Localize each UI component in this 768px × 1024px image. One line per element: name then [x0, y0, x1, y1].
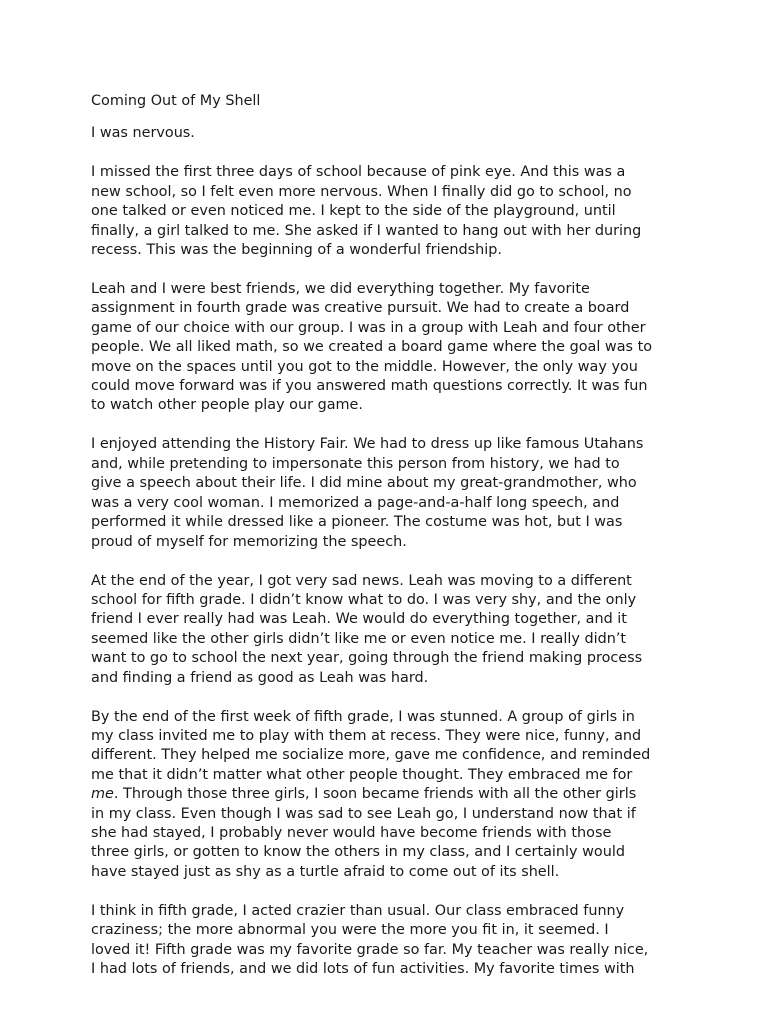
paragraph-5: At the end of the year, I got very sad news. Leah was moving to a different school for fifth grade. I didn’t know what to do. I was very shy, and the only friend I ever really had was Leah. We would do everything together, and it seemed like the other girls didn’t like me or even notice me. I really didn’t want to go to school the next year, going through the friend making process and finding a friend as good as Leah was hard.	[91, 572, 643, 686]
paragraph-6-emphasis: me	[91, 786, 114, 803]
paragraph-6-before: By the end of the first week of fifth grade, I was stunned. A group of girls in my class invited me to play with them at recess. They were nice, funny, and different. They helped me socialize more, gave me confidence, and reminded me that it didn’t matter what other people thought. They embraced me for	[91, 708, 651, 783]
paragraph-7: I think in fifth grade, I acted crazier than usual. Our class embraced funny craziness; the more abnormal you were the more you fit in, it seemed. I loved it! Fifth grade was my favorite grade so far. My teacher was really nice, I had lots of friends, and we did lots of fun activities. My favorite times with	[91, 902, 649, 977]
paragraph-1: I was nervous.	[91, 125, 195, 142]
document-title: Coming Out of My Shell	[91, 93, 261, 109]
paragraph-2: I missed the first three days of school because of pink eye. And this was a new school, so I felt even more nervous. When I finally did go to school, no one talked or even noticed me. I kept to the side of the playground, until finally, a girl talked to me. She asked if I wanted to hang out with her during recess. This was the beginning of a wonderful friendship.	[91, 164, 642, 259]
paragraph-6	[91, 708, 681, 883]
document-body	[91, 92, 681, 999]
paragraph-3: Leah and I were best friends, we did everything together. My favorite assignment in fourth grade was creative pursuit. We had to create a board game of our choice with our group. I was in a group with Leah and four other people. We all liked math, so we created a board game where the goal was to move on the spaces until you got to the middle. However, the only way you could move forward was if you answered math questions correctly. It was fun to watch other people play our game.	[91, 281, 653, 414]
paragraph-6-after: . Through those three girls, I soon became friends with all the other girls in my class. Even though I was sad to see Leah go, I understand now that if she had stayed, I probably never would have become friends with those three girls, or gotten to know the others in my class, and I certainly would have stayed just as shy as a turtle afraid to come out of its shell.	[91, 786, 637, 880]
paragraph-4: I enjoyed attending the History Fair. We had to dress up like famous Utahans and, while pretending to impersonate this person from history, we had to give a speech about their life. I did mine about my great-grandmother, who was a very cool woman. I memorized a page-and-a-half long speech, and performed it while dressed like a pioneer. The costume was hot, but I was proud of myself for memorizing the speech.	[91, 436, 644, 550]
